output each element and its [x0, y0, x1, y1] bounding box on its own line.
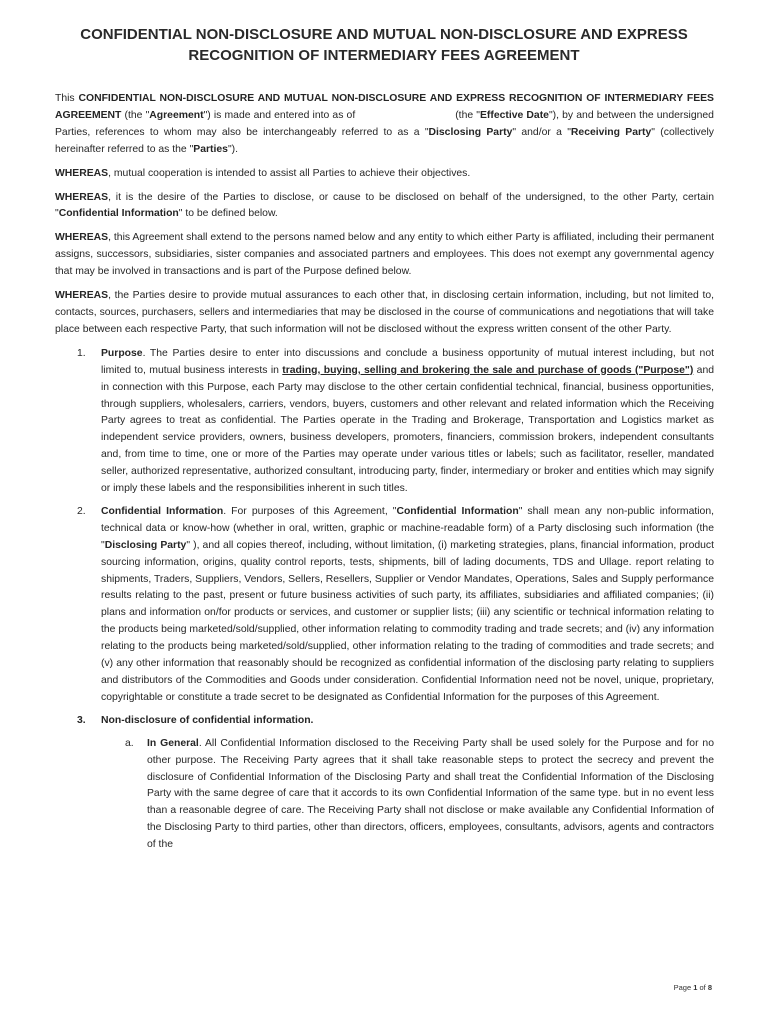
section-heading: Non-disclosure of confidential information.	[101, 714, 314, 726]
title-line-1: CONFIDENTIAL NON-DISCLOSURE AND MUTUAL NON-DISCLOSURE AND EXPRESS	[80, 26, 688, 43]
whereas-clause: WHEREAS, this Agreement shall extend to the persons named below and any entity to which either Party is affiliated, including their permanent assigns, successors, subsidiaries, sister companies and associated partners and employees. This does not exempt any governmental agency that may be involved in transactions and is part of the Purpose defined below.	[55, 232, 714, 278]
document-body	[55, 91, 714, 860]
section-number: 3.	[77, 714, 86, 726]
document-title	[60, 24, 708, 66]
section-heading: Confidential Information	[101, 505, 224, 517]
subsection-in-general: a. In General. All Confidential Information disclosed to the Receiving Party shall be used solely for the Purpose and for no other purpose. The Receiving Party agrees that it shall take reasonable steps to protect the secrecy and prevent the disclosure of Confidential Information of the Disclosing Party and shall treat the Confidential Information of the Disclosing Party with the same degree of care that it accords to its own Confidential Information of the same type. but in no event less than a reasonable degree of care. The Receiving Party shall not disclose or make available any Confidential Information of the Disclosing Party to third parties, other than directors, officers, employees, consultants, advisors, agents and contractors of the	[125, 737, 714, 851]
whereas-clause: WHEREAS, mutual cooperation is intended to assist all Parties to achieve their objectives.	[55, 167, 471, 179]
intro-paragraph: This CONFIDENTIAL NON-DISCLOSURE AND MUTUAL NON-DISCLOSURE AND EXPRESS RECOGNITION OF INTERMEDIARY FEES AGREEMENT (the "Agreement") is made and entered into as of (the "Effective Date"), by and between the undersigned Parties, references to whom may also be interchangeably referred to as a "Disclosing Party" and/or a "Receiving Party" (collectively hereinafter referred to as the "Parties").	[55, 93, 714, 155]
subsection-number: a.	[125, 737, 134, 749]
section-heading: Purpose	[101, 347, 143, 359]
subsection-heading: In General	[147, 737, 199, 749]
section-number: 1.	[77, 347, 86, 359]
whereas-clause: WHEREAS, the Parties desire to provide mutual assurances to each other that, in disclosing certain information, including, but not limited to, contacts, sources, purchasers, sellers and intermediaries that may be disclosed in the course of communications and negotiations that will take place between each respective Party, that such information will not be disclosed without the express written consent of the other Party.	[55, 290, 714, 335]
section-purpose: 1. Purpose. The Parties desire to enter into discussions and conclude a business opportunity of mutual interest including, but not limited to, mutual business interests in trading, buying, selling and brokering the sale and purchase of goods ("Purpose") and in connection with this Purpose, each Party may disclose to the other certain confidential technical, financial, business opportunities, through suppliers, wholesalers, carriers, vendors, buyers, customers and other relevant and related information which the Receiving Party agrees to treat as confidential. The Parties operate in the Trading and Brokerage, Transportation and Logistics market as independent service providers, owners, business developers, promoters, financiers, commission brokers, independent consultants and, from time to time, one or more of the Parties may operate under various titles or labels; such as facilitator, reseller, mandated seller, authorized representative, authorized consultant, introducing party, finder, intermediary or broker and entities which may signify or imply these labels and the responsibilities inherent in such titles.	[77, 347, 715, 495]
section-number: 2.	[77, 505, 86, 517]
title-line-2: RECOGNITION OF INTERMEDIARY FEES AGREEMENT	[188, 47, 580, 64]
section-non-disclosure	[55, 713, 714, 730]
page-number: Page 1 of 8	[673, 983, 712, 992]
whereas-clause: WHEREAS, it is the desire of the Parties to disclose, or cause to be disclosed on behalf of the undersigned, to the other Party, certain "Confidential Information" to be defined below.	[55, 191, 714, 220]
section-confidential-information: 2. Confidential Information. For purposes of this Agreement, "Confidential Information" shall mean any non-public information, technical data or know-how (whether in oral, written, graphic or machine-readable form) of a Party disclosing such information (the "Disclosing Party" ), and all copies thereof, including, without limitation, (i) marketing strategies, plans, financial information, product sourcing information, origins, quality control reports, tests, shipments, bill of lading documents, TDS and Ullage. report relating to shipments, Traders, Suppliers, Vendors, Sellers, Resellers, Supplier or Vendor Mandates, Operations, Sales and Supply performance results relating to the past, present or future business activities of such party, its affiliates, subsidiaries and affiliated companies; (ii) plans and information on/for products or services, and customer or supplier lists; (iii) any scientific or technical information relating to the products being marketed/sold/supplied, other information relating to commodity trading and trade secrets; and (iv) any information relating to the products being marketed/sold/supplied, other information relating to the trading of commodities and trade secrets; and (v) any other information that reasonably should be recognized as confidential information of the disclosing party relating to suppliers and distributors of the Commodities and Goods under consideration. Confidential Information need not be novel, unique, proprietary, copyrightable or constitute a trade secret to be designated as Confidential Information for the purposes of this Agreement.	[77, 505, 714, 703]
